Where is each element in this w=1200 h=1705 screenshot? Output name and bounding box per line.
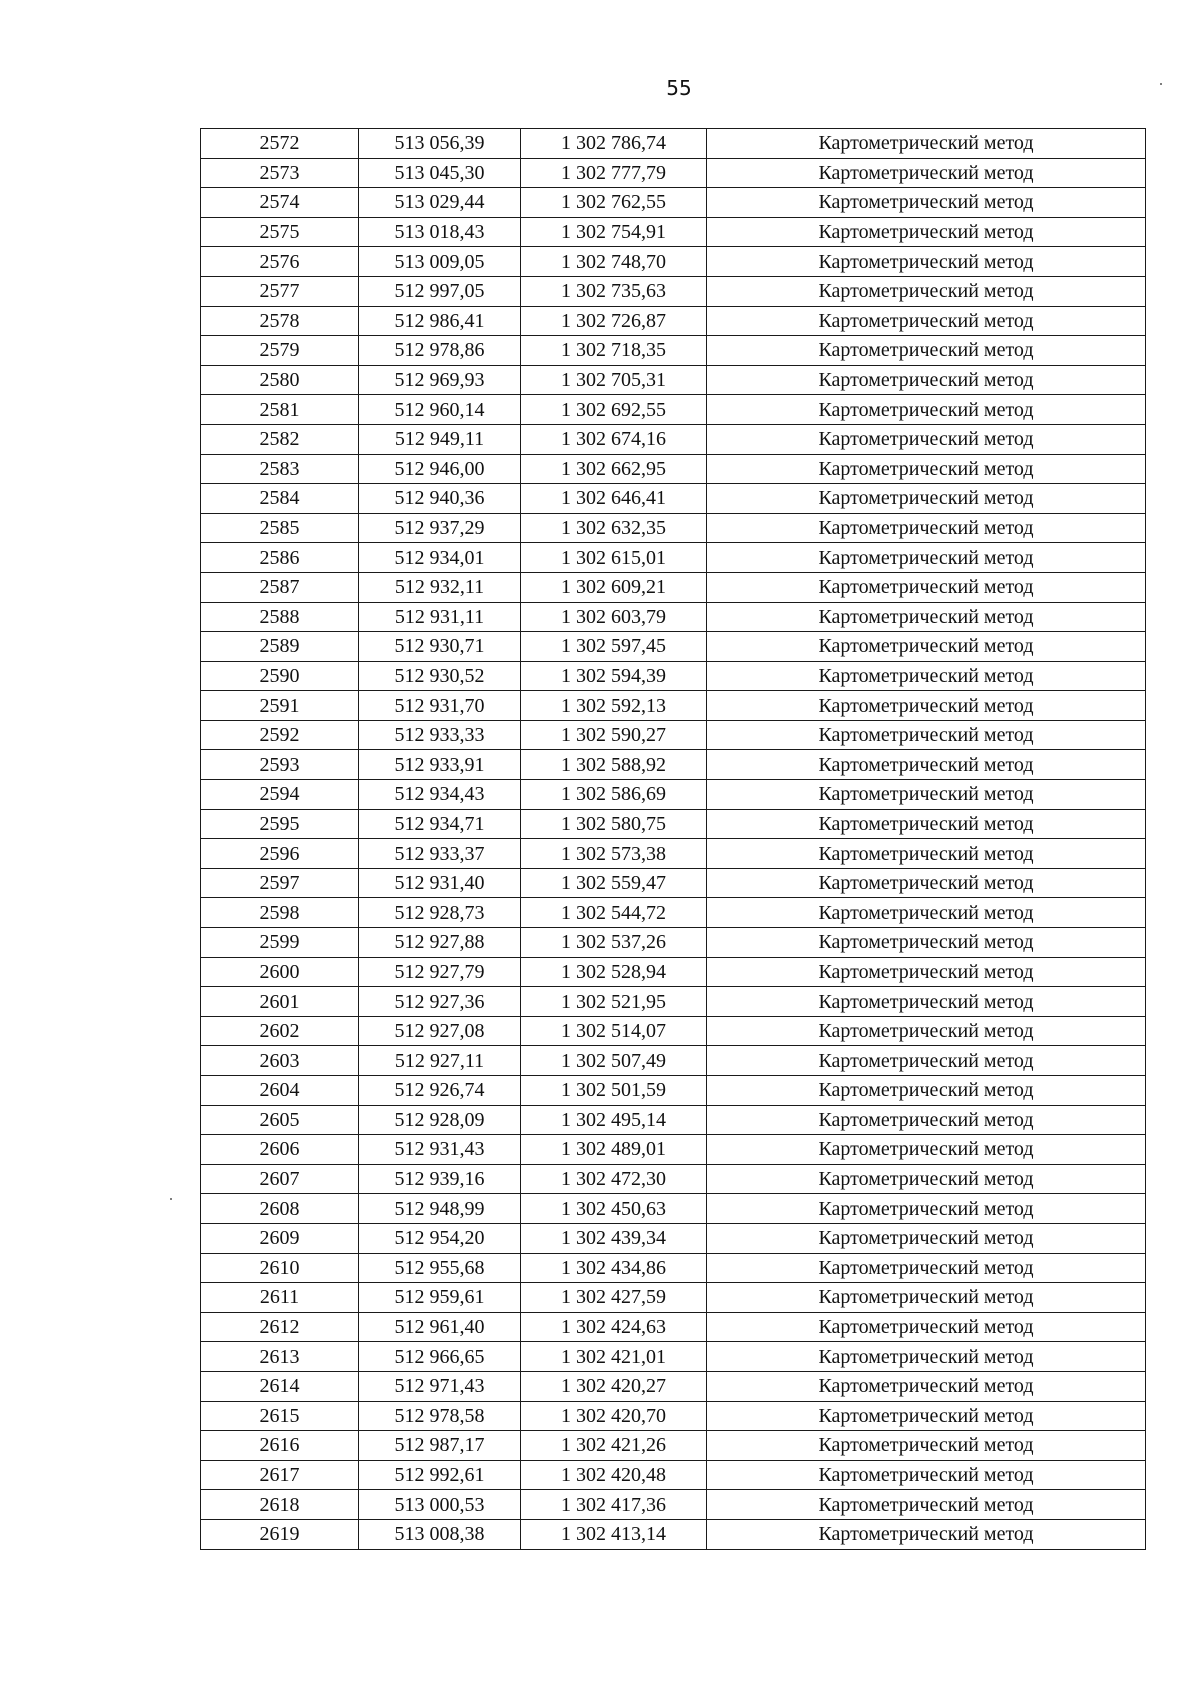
x-coordinate-cell: 513 008,38	[359, 1519, 521, 1549]
y-coordinate-cell: 1 302 603,79	[521, 602, 707, 632]
x-coordinate-cell: 512 931,70	[359, 691, 521, 721]
x-coordinate-cell: 512 961,40	[359, 1312, 521, 1342]
x-coordinate-cell: 513 018,43	[359, 217, 521, 247]
x-coordinate-cell: 512 955,68	[359, 1253, 521, 1283]
point-number-cell: 2617	[201, 1460, 359, 1490]
x-coordinate-cell: 512 931,40	[359, 868, 521, 898]
table-row	[201, 543, 1146, 573]
x-coordinate-cell: 512 934,01	[359, 543, 521, 573]
x-coordinate-cell: 512 930,52	[359, 661, 521, 691]
table-row	[201, 1076, 1146, 1106]
x-coordinate-cell: 512 940,36	[359, 484, 521, 514]
x-coordinate-cell: 512 927,08	[359, 1016, 521, 1046]
point-number-cell: 2606	[201, 1135, 359, 1165]
y-coordinate-cell: 1 302 417,36	[521, 1490, 707, 1520]
table-row	[201, 1371, 1146, 1401]
y-coordinate-cell: 1 302 592,13	[521, 691, 707, 721]
table-row	[201, 572, 1146, 602]
table-row	[201, 661, 1146, 691]
method-cell: Картометрический метод	[707, 1460, 1146, 1490]
table-row	[201, 365, 1146, 395]
y-coordinate-cell: 1 302 421,26	[521, 1431, 707, 1461]
y-coordinate-cell: 1 302 573,38	[521, 839, 707, 869]
point-number-cell: 2616	[201, 1431, 359, 1461]
method-cell: Картометрический метод	[707, 188, 1146, 218]
method-cell: Картометрический метод	[707, 1076, 1146, 1106]
table-row	[201, 454, 1146, 484]
y-coordinate-cell: 1 302 646,41	[521, 484, 707, 514]
method-cell: Картометрический метод	[707, 1342, 1146, 1372]
x-coordinate-cell: 512 954,20	[359, 1223, 521, 1253]
method-cell: Картометрический метод	[707, 365, 1146, 395]
method-cell: Картометрический метод	[707, 780, 1146, 810]
method-cell: Картометрический метод	[707, 424, 1146, 454]
y-coordinate-cell: 1 302 615,01	[521, 543, 707, 573]
point-number-cell: 2580	[201, 365, 359, 395]
point-number-cell: 2612	[201, 1312, 359, 1342]
x-coordinate-cell: 512 927,79	[359, 957, 521, 987]
method-cell: Картометрический метод	[707, 1490, 1146, 1520]
x-coordinate-cell: 512 928,73	[359, 898, 521, 928]
x-coordinate-cell: 512 946,00	[359, 454, 521, 484]
x-coordinate-cell: 512 927,88	[359, 928, 521, 958]
method-cell: Картометрический метод	[707, 691, 1146, 721]
point-number-cell: 2604	[201, 1076, 359, 1106]
x-coordinate-cell: 513 029,44	[359, 188, 521, 218]
x-coordinate-cell: 512 971,43	[359, 1371, 521, 1401]
point-number-cell: 2581	[201, 395, 359, 425]
method-cell: Картометрический метод	[707, 129, 1146, 159]
table-row	[201, 750, 1146, 780]
x-coordinate-cell: 512 986,41	[359, 306, 521, 336]
table-row	[201, 987, 1146, 1017]
y-coordinate-cell: 1 302 718,35	[521, 336, 707, 366]
y-coordinate-cell: 1 302 544,72	[521, 898, 707, 928]
point-number-cell: 2613	[201, 1342, 359, 1372]
method-cell: Картометрический метод	[707, 395, 1146, 425]
y-coordinate-cell: 1 302 674,16	[521, 424, 707, 454]
table-row	[201, 1342, 1146, 1372]
point-number-cell: 2593	[201, 750, 359, 780]
point-number-cell: 2584	[201, 484, 359, 514]
x-coordinate-cell: 512 978,86	[359, 336, 521, 366]
y-coordinate-cell: 1 302 597,45	[521, 632, 707, 662]
point-number-cell: 2578	[201, 306, 359, 336]
point-number-cell: 2605	[201, 1105, 359, 1135]
y-coordinate-cell: 1 302 594,39	[521, 661, 707, 691]
table-row	[201, 809, 1146, 839]
point-number-cell: 2608	[201, 1194, 359, 1224]
point-number-cell: 2602	[201, 1016, 359, 1046]
point-number-cell: 2614	[201, 1371, 359, 1401]
y-coordinate-cell: 1 302 726,87	[521, 306, 707, 336]
x-coordinate-cell: 512 933,37	[359, 839, 521, 869]
table-row	[201, 1046, 1146, 1076]
point-number-cell: 2595	[201, 809, 359, 839]
method-cell: Картометрический метод	[707, 1016, 1146, 1046]
point-number-cell: 2598	[201, 898, 359, 928]
table-row	[201, 720, 1146, 750]
x-coordinate-cell: 512 931,11	[359, 602, 521, 632]
point-number-cell: 2594	[201, 780, 359, 810]
x-coordinate-cell: 513 009,05	[359, 247, 521, 277]
y-coordinate-cell: 1 302 777,79	[521, 158, 707, 188]
table-row	[201, 513, 1146, 543]
method-cell: Картометрический метод	[707, 543, 1146, 573]
x-coordinate-cell: 512 987,17	[359, 1431, 521, 1461]
x-coordinate-cell: 512 934,71	[359, 809, 521, 839]
table-row	[201, 780, 1146, 810]
method-cell: Картометрический метод	[707, 839, 1146, 869]
y-coordinate-cell: 1 302 424,63	[521, 1312, 707, 1342]
method-cell: Картометрический метод	[707, 1401, 1146, 1431]
point-number-cell: 2600	[201, 957, 359, 987]
point-number-cell: 2579	[201, 336, 359, 366]
point-number-cell: 2619	[201, 1519, 359, 1549]
table-row	[201, 898, 1146, 928]
y-coordinate-cell: 1 302 507,49	[521, 1046, 707, 1076]
x-coordinate-cell: 512 992,61	[359, 1460, 521, 1490]
x-coordinate-cell: 512 937,29	[359, 513, 521, 543]
point-number-cell: 2618	[201, 1490, 359, 1520]
method-cell: Картометрический метод	[707, 572, 1146, 602]
table-row	[201, 424, 1146, 454]
table-row	[201, 928, 1146, 958]
point-number-cell: 2597	[201, 868, 359, 898]
table-row	[201, 1283, 1146, 1313]
table-row	[201, 602, 1146, 632]
table-row	[201, 1401, 1146, 1431]
table-row	[201, 1105, 1146, 1135]
point-number-cell: 2609	[201, 1223, 359, 1253]
y-coordinate-cell: 1 302 588,92	[521, 750, 707, 780]
x-coordinate-cell: 512 966,65	[359, 1342, 521, 1372]
y-coordinate-cell: 1 302 501,59	[521, 1076, 707, 1106]
x-coordinate-cell: 512 997,05	[359, 276, 521, 306]
point-number-cell: 2587	[201, 572, 359, 602]
y-coordinate-cell: 1 302 427,59	[521, 1283, 707, 1313]
x-coordinate-cell: 512 928,09	[359, 1105, 521, 1135]
method-cell: Картометрический метод	[707, 1135, 1146, 1165]
table-row	[201, 1460, 1146, 1490]
y-coordinate-cell: 1 302 586,69	[521, 780, 707, 810]
y-coordinate-cell: 1 302 514,07	[521, 1016, 707, 1046]
method-cell: Картометрический метод	[707, 720, 1146, 750]
y-coordinate-cell: 1 302 692,55	[521, 395, 707, 425]
point-number-cell: 2589	[201, 632, 359, 662]
table-row	[201, 691, 1146, 721]
point-number-cell: 2586	[201, 543, 359, 573]
method-cell: Картометрический метод	[707, 336, 1146, 366]
x-coordinate-cell: 512 949,11	[359, 424, 521, 454]
table-row	[201, 1253, 1146, 1283]
table-row	[201, 632, 1146, 662]
method-cell: Картометрический метод	[707, 1223, 1146, 1253]
table-row	[201, 158, 1146, 188]
scan-speck	[1160, 83, 1162, 85]
point-number-cell: 2610	[201, 1253, 359, 1283]
method-cell: Картометрический метод	[707, 1519, 1146, 1549]
y-coordinate-cell: 1 302 590,27	[521, 720, 707, 750]
table-row	[201, 1312, 1146, 1342]
method-cell: Картометрический метод	[707, 957, 1146, 987]
x-coordinate-cell: 512 930,71	[359, 632, 521, 662]
x-coordinate-cell: 512 960,14	[359, 395, 521, 425]
method-cell: Картометрический метод	[707, 158, 1146, 188]
y-coordinate-cell: 1 302 413,14	[521, 1519, 707, 1549]
table-row	[201, 129, 1146, 159]
table-row	[201, 484, 1146, 514]
method-cell: Картометрический метод	[707, 1164, 1146, 1194]
point-number-cell: 2583	[201, 454, 359, 484]
scan-speck	[170, 1198, 172, 1200]
coordinates-table-body	[201, 129, 1146, 1550]
x-coordinate-cell: 512 932,11	[359, 572, 521, 602]
method-cell: Картометрический метод	[707, 602, 1146, 632]
y-coordinate-cell: 1 302 521,95	[521, 987, 707, 1017]
y-coordinate-cell: 1 302 632,35	[521, 513, 707, 543]
y-coordinate-cell: 1 302 786,74	[521, 129, 707, 159]
x-coordinate-cell: 512 927,11	[359, 1046, 521, 1076]
y-coordinate-cell: 1 302 472,30	[521, 1164, 707, 1194]
point-number-cell: 2588	[201, 602, 359, 632]
y-coordinate-cell: 1 302 434,86	[521, 1253, 707, 1283]
x-coordinate-cell: 513 045,30	[359, 158, 521, 188]
table-row	[201, 1431, 1146, 1461]
y-coordinate-cell: 1 302 662,95	[521, 454, 707, 484]
point-number-cell: 2611	[201, 1283, 359, 1313]
method-cell: Картометрический метод	[707, 750, 1146, 780]
table-row	[201, 247, 1146, 277]
table-row	[201, 1194, 1146, 1224]
point-number-cell: 2607	[201, 1164, 359, 1194]
point-number-cell: 2615	[201, 1401, 359, 1431]
table-row	[201, 1164, 1146, 1194]
method-cell: Картометрический метод	[707, 513, 1146, 543]
y-coordinate-cell: 1 302 420,70	[521, 1401, 707, 1431]
method-cell: Картометрический метод	[707, 484, 1146, 514]
method-cell: Картометрический метод	[707, 928, 1146, 958]
point-number-cell: 2575	[201, 217, 359, 247]
table-row	[201, 839, 1146, 869]
method-cell: Картометрический метод	[707, 1371, 1146, 1401]
method-cell: Картометрический метод	[707, 868, 1146, 898]
y-coordinate-cell: 1 302 762,55	[521, 188, 707, 218]
point-number-cell: 2592	[201, 720, 359, 750]
table-row	[201, 306, 1146, 336]
table-row	[201, 217, 1146, 247]
point-number-cell: 2603	[201, 1046, 359, 1076]
x-coordinate-cell: 512 926,74	[359, 1076, 521, 1106]
y-coordinate-cell: 1 302 748,70	[521, 247, 707, 277]
method-cell: Картометрический метод	[707, 454, 1146, 484]
x-coordinate-cell: 512 933,91	[359, 750, 521, 780]
y-coordinate-cell: 1 302 450,63	[521, 1194, 707, 1224]
table-row	[201, 336, 1146, 366]
method-cell: Картометрический метод	[707, 1194, 1146, 1224]
y-coordinate-cell: 1 302 420,48	[521, 1460, 707, 1490]
method-cell: Картометрический метод	[707, 217, 1146, 247]
x-coordinate-cell: 512 978,58	[359, 1401, 521, 1431]
point-number-cell: 2590	[201, 661, 359, 691]
y-coordinate-cell: 1 302 489,01	[521, 1135, 707, 1165]
y-coordinate-cell: 1 302 439,34	[521, 1223, 707, 1253]
x-coordinate-cell: 513 000,53	[359, 1490, 521, 1520]
x-coordinate-cell: 512 959,61	[359, 1283, 521, 1313]
point-number-cell: 2585	[201, 513, 359, 543]
y-coordinate-cell: 1 302 609,21	[521, 572, 707, 602]
x-coordinate-cell: 513 056,39	[359, 129, 521, 159]
x-coordinate-cell: 512 948,99	[359, 1194, 521, 1224]
y-coordinate-cell: 1 302 705,31	[521, 365, 707, 395]
method-cell: Картометрический метод	[707, 306, 1146, 336]
coordinates-table	[200, 128, 1146, 1550]
point-number-cell: 2601	[201, 987, 359, 1017]
y-coordinate-cell: 1 302 580,75	[521, 809, 707, 839]
point-number-cell: 2596	[201, 839, 359, 869]
method-cell: Картометрический метод	[707, 1046, 1146, 1076]
table-row	[201, 395, 1146, 425]
y-coordinate-cell: 1 302 528,94	[521, 957, 707, 987]
table-row	[201, 957, 1146, 987]
point-number-cell: 2573	[201, 158, 359, 188]
method-cell: Картометрический метод	[707, 661, 1146, 691]
table-row	[201, 1135, 1146, 1165]
table-row	[201, 276, 1146, 306]
method-cell: Картометрический метод	[707, 1105, 1146, 1135]
method-cell: Картометрический метод	[707, 1253, 1146, 1283]
table-row	[201, 1016, 1146, 1046]
point-number-cell: 2599	[201, 928, 359, 958]
point-number-cell: 2577	[201, 276, 359, 306]
y-coordinate-cell: 1 302 559,47	[521, 868, 707, 898]
y-coordinate-cell: 1 302 735,63	[521, 276, 707, 306]
y-coordinate-cell: 1 302 495,14	[521, 1105, 707, 1135]
table-row	[201, 1223, 1146, 1253]
method-cell: Картометрический метод	[707, 247, 1146, 277]
method-cell: Картометрический метод	[707, 1431, 1146, 1461]
point-number-cell: 2574	[201, 188, 359, 218]
point-number-cell: 2591	[201, 691, 359, 721]
method-cell: Картометрический метод	[707, 632, 1146, 662]
table-row	[201, 1490, 1146, 1520]
point-number-cell: 2582	[201, 424, 359, 454]
x-coordinate-cell: 512 939,16	[359, 1164, 521, 1194]
method-cell: Картометрический метод	[707, 987, 1146, 1017]
point-number-cell: 2576	[201, 247, 359, 277]
method-cell: Картометрический метод	[707, 898, 1146, 928]
x-coordinate-cell: 512 931,43	[359, 1135, 521, 1165]
y-coordinate-cell: 1 302 754,91	[521, 217, 707, 247]
table-row	[201, 868, 1146, 898]
method-cell: Картометрический метод	[707, 1312, 1146, 1342]
method-cell: Картометрический метод	[707, 809, 1146, 839]
table-row	[201, 188, 1146, 218]
x-coordinate-cell: 512 969,93	[359, 365, 521, 395]
y-coordinate-cell: 1 302 537,26	[521, 928, 707, 958]
x-coordinate-cell: 512 927,36	[359, 987, 521, 1017]
page-number: 55	[666, 76, 692, 100]
y-coordinate-cell: 1 302 421,01	[521, 1342, 707, 1372]
method-cell: Картометрический метод	[707, 276, 1146, 306]
y-coordinate-cell: 1 302 420,27	[521, 1371, 707, 1401]
point-number-cell: 2572	[201, 129, 359, 159]
x-coordinate-cell: 512 934,43	[359, 780, 521, 810]
table-row	[201, 1519, 1146, 1549]
method-cell: Картометрический метод	[707, 1283, 1146, 1313]
x-coordinate-cell: 512 933,33	[359, 720, 521, 750]
